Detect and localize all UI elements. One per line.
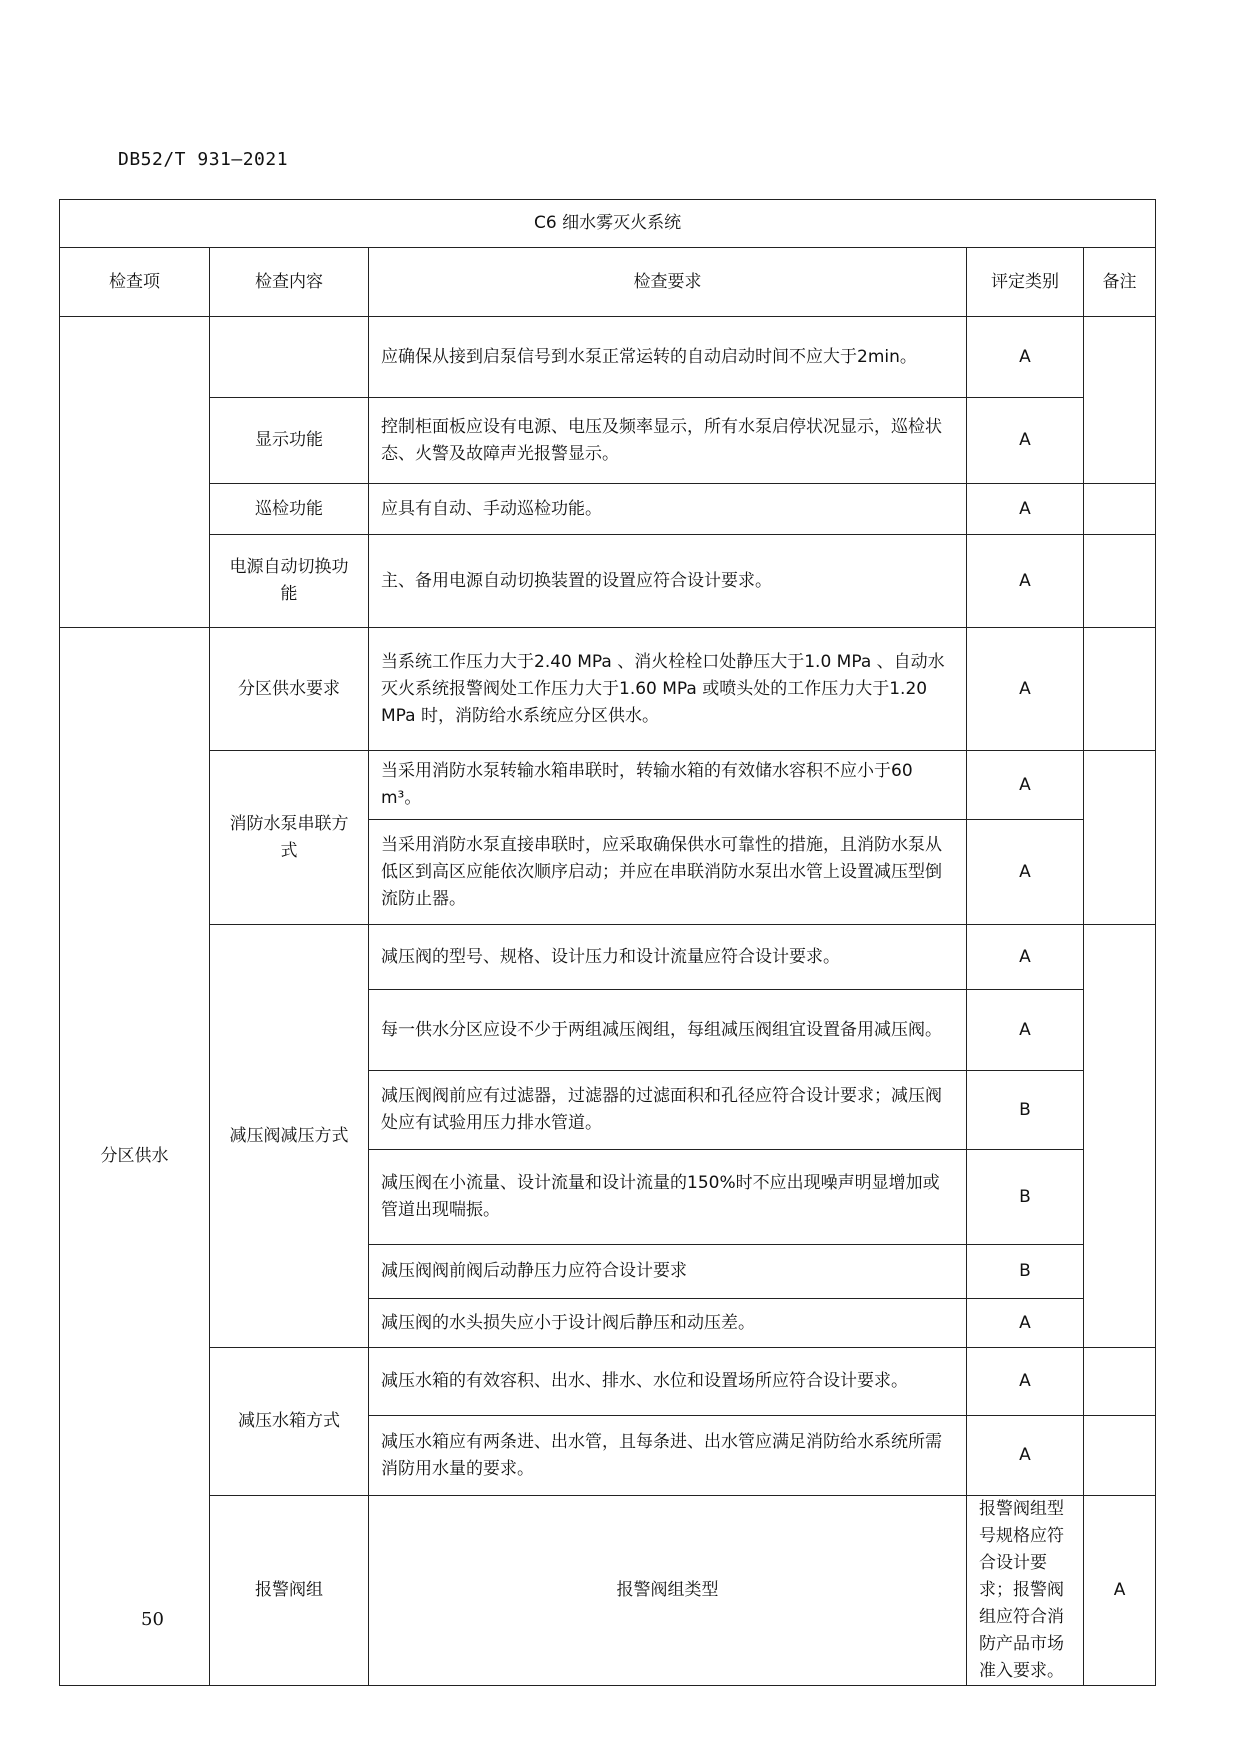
content-cell: 消防水泵串联方式 — [210, 751, 369, 925]
category-cell: A — [967, 628, 1084, 751]
requirement-cell: 当采用消防水泵直接串联时，应采取确保供水可靠性的措施，且消防水泵从低区到高区应能依次顺序启动；并应在串联消防水泵出水管上设置减压型倒流防止器。 — [369, 820, 967, 925]
remark-cell — [1084, 535, 1156, 628]
requirement-cell: 减压水箱的有效容积、出水、排水、水位和设置场所应符合设计要求。 — [369, 1348, 967, 1416]
table-header-row — [60, 248, 1156, 317]
content-cell: 显示功能 — [210, 398, 369, 484]
category-cell: A — [967, 925, 1084, 990]
remark-cell — [1084, 925, 1156, 1348]
requirement-cell: 应具有自动、手动巡检功能。 — [369, 484, 967, 535]
item-cell: 报警阀组 — [210, 1496, 369, 1686]
requirement-cell: 当采用消防水泵转输水箱串联时，转输水箱的有效储水容积不应小于60 m³。 — [369, 751, 967, 820]
remark-cell — [1084, 1348, 1156, 1416]
category-cell: A — [967, 535, 1084, 628]
table-row — [60, 925, 1156, 990]
category-cell: A — [967, 484, 1084, 535]
content-cell: 电源自动切换功能 — [210, 535, 369, 628]
category-cell: A — [967, 317, 1084, 398]
content-cell-empty — [210, 317, 369, 398]
requirement-cell: 每一供水分区应设不少于两组减压阀组，每组减压阀组宜设置备用减压阀。 — [369, 990, 967, 1071]
requirement-cell: 减压阀阀前阀后动静压力应符合设计要求 — [369, 1245, 967, 1299]
column-header-content: 检查内容 — [210, 248, 369, 317]
content-cell: 分区供水要求 — [210, 628, 369, 751]
table-row — [60, 1496, 1156, 1686]
remark-cell — [1084, 1416, 1156, 1496]
remark-cell — [1084, 484, 1156, 535]
remark-cell — [1084, 317, 1156, 484]
requirement-cell: 减压阀在小流量、设计流量和设计流量的150%时不应出现噪声明显增加或管道出现喘振。 — [369, 1150, 967, 1245]
requirement-cell: 控制柜面板应设有电源、电压及频率显示，所有水泵启停状况显示，巡检状态、火警及故障声光报警显示。 — [369, 398, 967, 484]
table-row — [60, 751, 1156, 820]
table-row — [60, 398, 1156, 484]
requirement-cell: 减压阀阀前应有过滤器，过滤器的过滤面积和孔径应符合设计要求；减压阀处应有试验用压力排水管道。 — [369, 1071, 967, 1150]
category-cell: B — [967, 1071, 1084, 1150]
remark-cell — [1084, 751, 1156, 925]
inspection-table — [59, 199, 1156, 1686]
category-cell: A — [967, 1299, 1084, 1348]
category-cell: A — [967, 1416, 1084, 1496]
category-cell: B — [967, 1245, 1084, 1299]
table-row — [60, 628, 1156, 751]
document-code: DB52/T 931—2021 — [118, 149, 289, 170]
table-row — [60, 484, 1156, 535]
table-title-row — [60, 200, 1156, 248]
category-cell: A — [967, 398, 1084, 484]
category-cell: A — [967, 1348, 1084, 1416]
content-cell: 减压水箱方式 — [210, 1348, 369, 1496]
item-cell: 分区供水 — [60, 628, 210, 1686]
category-cell: A — [967, 990, 1084, 1071]
requirement-cell: 减压水箱应有两条进、出水管，且每条进、出水管应满足消防给水系统所需消防用水量的要求。 — [369, 1416, 967, 1496]
table-row — [60, 1348, 1156, 1416]
table-title: C6 细水雾灭火系统 — [60, 200, 1156, 248]
column-header-item: 检查项 — [60, 248, 210, 317]
column-header-category: 评定类别 — [967, 248, 1084, 317]
column-header-requirement: 检查要求 — [369, 248, 967, 317]
content-cell: 报警阀组类型 — [369, 1496, 967, 1686]
requirement-cell: 减压阀的型号、规格、设计压力和设计流量应符合设计要求。 — [369, 925, 967, 990]
requirement-cell: 应确保从接到启泵信号到水泵正常运转的自动启动时间不应大于2min。 — [369, 317, 967, 398]
remark-cell — [1084, 628, 1156, 751]
category-cell: A — [967, 820, 1084, 925]
requirement-cell: 减压阀的水头损失应小于设计阀后静压和动压差。 — [369, 1299, 967, 1348]
category-cell: B — [967, 1150, 1084, 1245]
page-number: 50 — [141, 1609, 164, 1630]
requirement-cell: 报警阀组型号规格应符合设计要求；报警阀组应符合消防产品市场准入要求。 — [967, 1496, 1084, 1686]
table-row — [60, 317, 1156, 398]
category-cell: A — [1084, 1496, 1156, 1686]
requirement-cell: 当系统工作压力大于2.40 MPa 、消火栓栓口处静压大于1.0 MPa 、自动水灭火系统报警阀处工作压力大于1.60 MPa 或喷头处的工作压力大于1.20 MPa 时，消防给水系统应分区供水。 — [369, 628, 967, 751]
category-cell: A — [967, 751, 1084, 820]
column-header-remark: 备注 — [1084, 248, 1156, 317]
content-cell: 减压阀减压方式 — [210, 925, 369, 1348]
table-row — [60, 535, 1156, 628]
content-cell: 巡检功能 — [210, 484, 369, 535]
item-cell-empty — [60, 317, 210, 628]
requirement-cell: 主、备用电源自动切换装置的设置应符合设计要求。 — [369, 535, 967, 628]
